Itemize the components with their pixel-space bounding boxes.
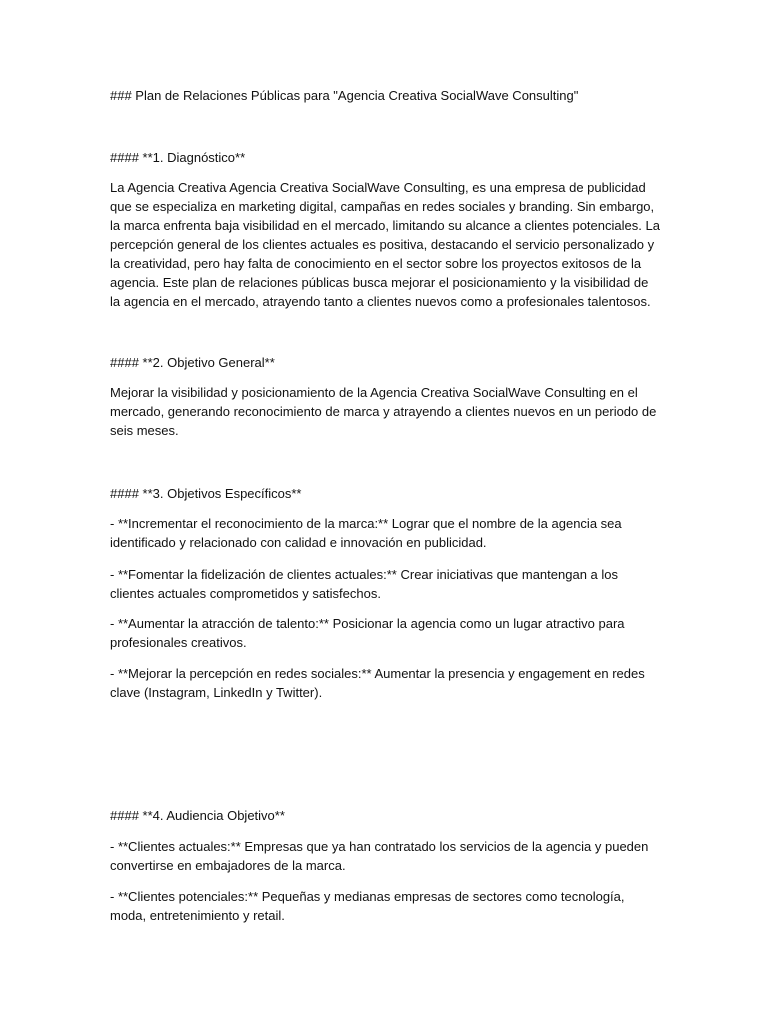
list-item: - **Aumentar la atracción de talento:** Posicionar la agencia como un lugar atractivo para profesionales creativos.: [110, 616, 625, 650]
document-title: ### Plan de Relaciones Públicas para "Agencia Creativa SocialWave Consulting": [110, 88, 579, 103]
section-paragraph-objetivo-general: Mejorar la visibilidad y posicionamiento de la Agencia Creativa SocialWave Consulting en el mercado, generando reconocimiento de marca y atrayendo a clientes nuevos en un periodo de seis meses.: [110, 385, 657, 438]
section-heading-audiencia-objetivo: #### **4. Audiencia Objetivo**: [110, 808, 285, 823]
section-heading-objetivos-especificos: #### **3. Objetivos Específicos**: [110, 486, 302, 501]
section-paragraph-diagnostico: La Agencia Creativa Agencia Creativa SocialWave Consulting, es una empresa de publicidad que se especializa en marketing digital, campañas en redes sociales y branding. Sin embargo, la marca enfrenta baja visibilidad en el mercado, limitando su alcance a clientes potenciales. La percepción general de los clientes actuales es positiva, destacando el servicio personalizado y la creatividad, pero hay falta de conocimiento en el sector sobre los proyectos exitosos de la agencia. Este plan de relaciones públicas busca mejorar el posicionamiento y la visibilidad de la agencia en el mercado, atrayendo tanto a clientes nuevos como a profesionales talentosos.: [110, 180, 660, 309]
list-item: - **Incrementar el reconocimiento de la marca:** Lograr que el nombre de la agencia sea identificado y relacionado con calidad e innovación en publicidad.: [110, 516, 622, 550]
section-heading-diagnostico: #### **1. Diagnóstico**: [110, 150, 246, 165]
list-item: - **Fomentar la fidelización de clientes actuales:** Crear iniciativas que mantengan a los clientes actuales comprometidos y satisfechos.: [110, 567, 618, 601]
list-item: - **Clientes actuales:** Empresas que ya han contratado los servicios de la agencia y pueden convertirse en embajadores de la marca.: [110, 839, 649, 873]
section-heading-objetivo-general: #### **2. Objetivo General**: [110, 355, 275, 370]
list-item: - **Clientes potenciales:** Pequeñas y medianas empresas de sectores como tecnología, moda, entretenimiento y retail.: [110, 889, 625, 923]
list-item: - **Mejorar la percepción en redes sociales:** Aumentar la presencia y engagement en redes clave (Instagram, LinkedIn y Twitter).: [110, 666, 645, 700]
